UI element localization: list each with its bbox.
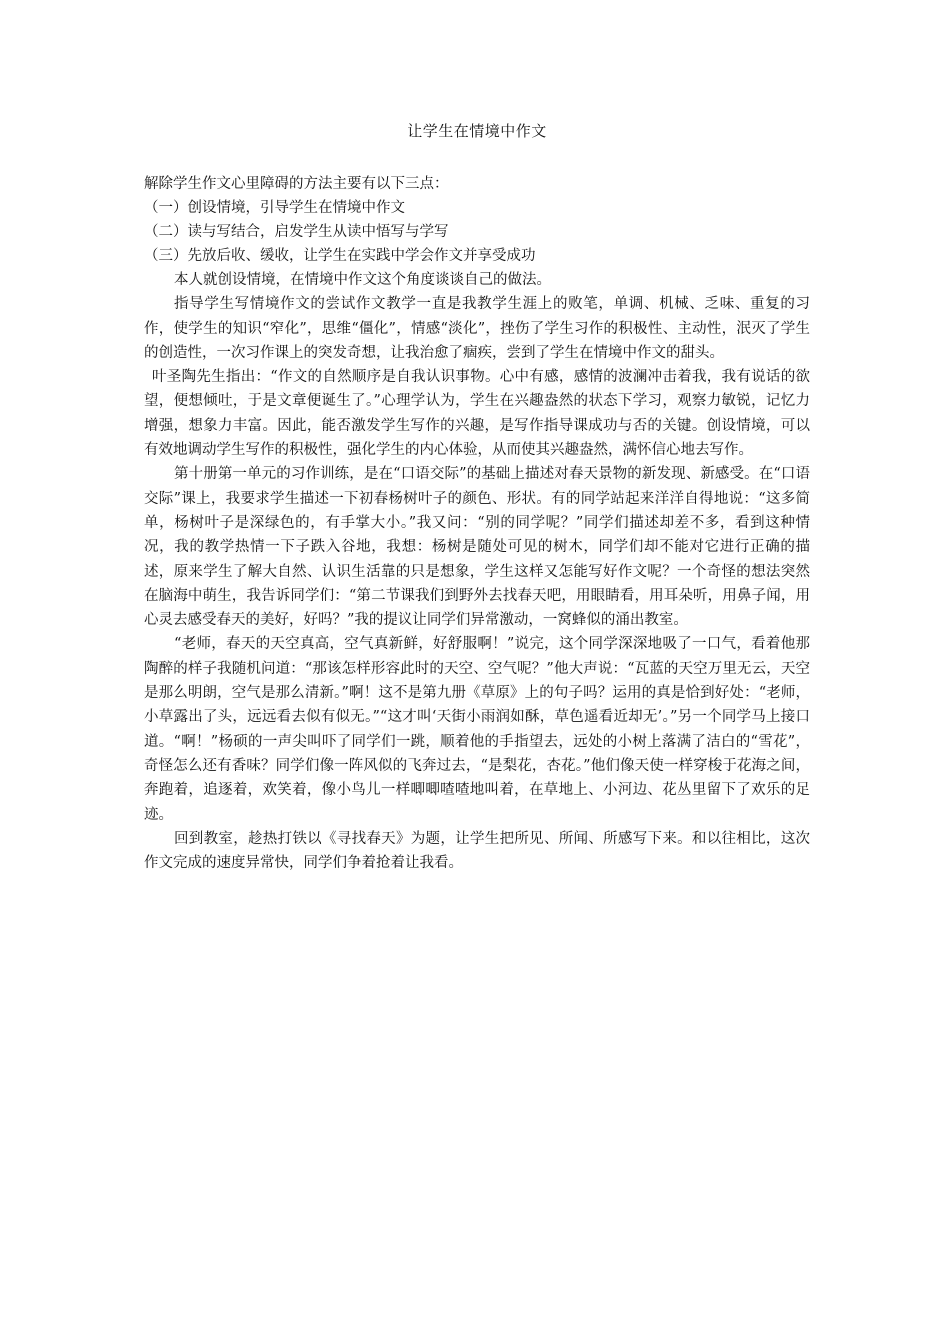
document-title: 让学生在情境中作文	[407, 122, 547, 140]
document-page	[144, 120, 810, 875]
paragraph-2: 指导学生写情境作文的尝试作文教学一直是我教学生涯上的败笔，单调、机械、乏味、重复的习作，使学生的知识“窄化”，思维“僵化”，情感“淡化”，挫伤了学生习作的积极性、主动性，泯灭了学生的创造性，一次习作课上的突发奇想，让我治愈了痼疾，尝到了学生在情境中作文的甜头。	[144, 296, 810, 361]
paragraph-3: 叶圣陶先生指出：“作文的自然顺序是自我认识事物。心中有感，感情的波澜冲击着我，我有说话的欲望，便想倾吐，于是文章便诞生了。”心理学认为，学生在兴趣盎然的状态下学习，观察力敏锐，记忆力增强，想象力丰富。因此，能否激发学生写作的兴趣，是写作指导课成功与否的关键。创设情境，可以有效地调动学生写作的积极性，强化学生的内心体验，从而使其兴趣盎然，满怀信心地去写作。	[144, 369, 810, 459]
paragraph-6: 回到教室，趁热打铁以《寻找春天》为题，让学生把所见、所闻、所感写下来。和以往相比，这次作文完成的速度异常快，同学们争着抢着让我看。	[144, 830, 810, 872]
paragraph-1: 本人就创设情境，在情境中作文这个角度谈谈自己的做法。	[174, 272, 551, 288]
paragraph-4: 第十册第一单元的习作训练，是在“口语交际”的基础上描述对春天景物的新发现、新感受。在“口语交际”课上，我要求学生描述一下初春杨树叶子的颜色、形状。有的同学站起来洋洋自得地说：“这多简单，杨树叶子是深绿色的，有手掌大小。”我又问：“别的同学呢？”同学们描述却差不多，看到这种情况，我的教学热情一下子跌入谷地，我想：杨树是随处可见的树木，同学们却不能对它进行正确的描述，原来学生了解大自然、认识生活靠的只是想象，学生这样又怎能写好作文呢？一个奇怪的想法突然在脑海中萌生，我告诉同学们：“第二节课我们到野外去找春天吧，用眼睛看，用耳朵听，用鼻子闻，用心灵去感受春天的美好，好吗？”我的提议让同学们异常激动，一窝蜂似的涌出教室。	[144, 466, 810, 629]
intro-line: 解除学生作文心里障碍的方法主要有以下三点：	[144, 176, 449, 192]
point-3: （三）先放后收、缓收，让学生在实践中学会作文并享受成功	[144, 248, 536, 264]
point-2: （二）读与写结合，启发学生从读中悟写与学写	[144, 224, 449, 240]
point-1: （一）创设情境，引导学生在情境中作文	[144, 200, 405, 216]
paragraph-5: “老师，春天的天空真高，空气真新鲜，好舒服啊！”说完，这个同学深深地吸了一口气，看着他那陶醉的样子我随机问道：“那该怎样形容此时的天空、空气呢？”他大声说：“瓦蓝的天空万里无云，天空是那么明朗，空气是那么清新。”啊！这不是第九册《草原》上的句子吗？运用的真是恰到好处：“老师，小草露出了头，远远看去似有似无。”“这才叫‘天街小雨润如酥，草色遥看近却无’。”另一个同学马上接口道。“啊！”杨硕的一声尖叫吓了同学们一跳，顺着他的手指望去，远处的小树上落满了洁白的“雪花”，奇怪怎么还有香味？同学们像一阵风似的飞奔过去，“是梨花，杏花。”他们像天使一样穿梭于花海之间，奔跑着，追逐着，欢笑着，像小鸟儿一样唧唧喳喳地叫着，在草地上、小河边、花丛里留下了欢乐的足迹。	[144, 636, 810, 823]
